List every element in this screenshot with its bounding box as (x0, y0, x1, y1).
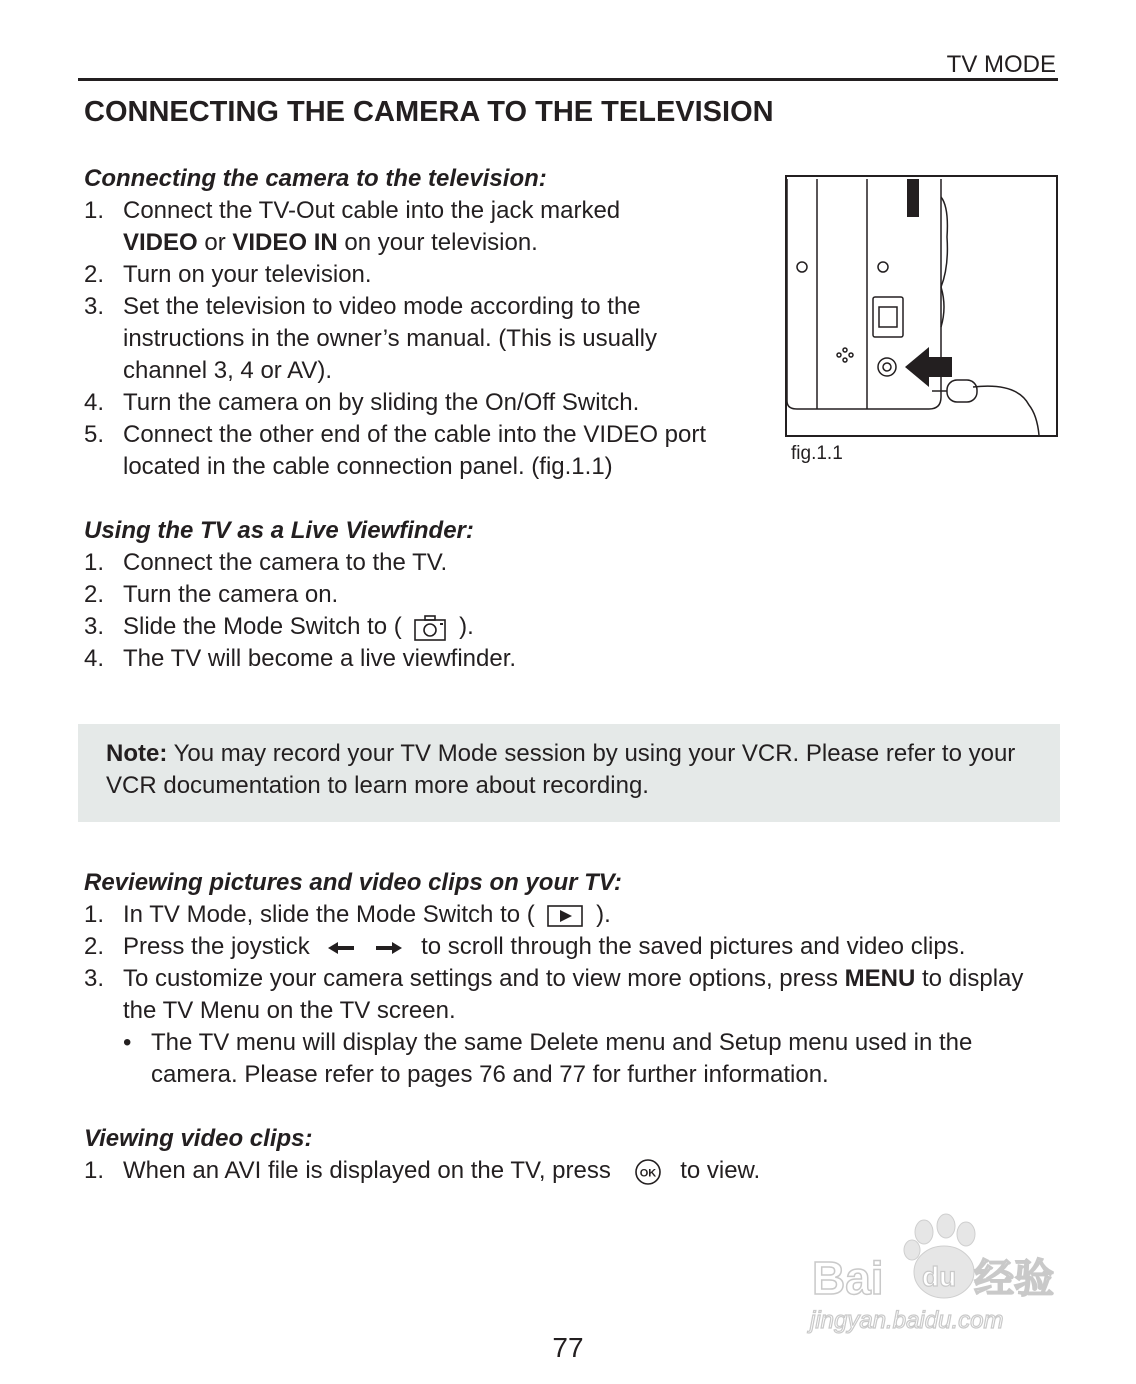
item-number: 3. (84, 293, 105, 320)
baidu-watermark (806, 1212, 1072, 1342)
item-number: 1. (84, 1157, 105, 1184)
instruction-list (84, 1155, 984, 1187)
item-text: Press the joystick (123, 933, 310, 960)
header-section-label: TV MODE (946, 51, 1056, 78)
item-text: Slide the Mode Switch to ( (123, 613, 402, 640)
section-reviewing (84, 867, 1059, 1091)
item-text: ). (459, 613, 474, 640)
list-item (84, 579, 784, 611)
section-connecting (84, 163, 724, 483)
section-heading: Connecting the camera to the television: (84, 165, 547, 192)
list-item (84, 195, 724, 259)
bullet-symbol: • (123, 1029, 132, 1056)
item-text: Connect the other end of the cable into the VIDEO port located in the cable connection panel. (fig.1.1) (123, 421, 707, 480)
camera-mode-icon (414, 615, 446, 641)
item-text: ). (596, 901, 611, 928)
figure-caption: fig.1.1 (791, 443, 843, 464)
list-item (84, 611, 784, 643)
left-right-arrows-icon (326, 940, 404, 956)
item-number: 2. (84, 933, 105, 960)
item-number: 3. (84, 613, 105, 640)
item-text: Turn the camera on by sliding the On/Off Switch. (123, 389, 640, 416)
instruction-list (84, 195, 724, 483)
list-item (84, 899, 1059, 931)
watermark-jingyan: 经验 (974, 1256, 1054, 1302)
list-item (84, 643, 784, 675)
item-number: 1. (84, 901, 105, 928)
note-label: Note: (106, 740, 168, 767)
page-title: CONNECTING THE CAMERA TO THE TELEVISION (84, 96, 774, 128)
item-text: In TV Mode, slide the Mode Switch to ( (123, 901, 535, 928)
item-number: 1. (84, 197, 105, 224)
list-item (84, 291, 724, 387)
item-bold-text: VIDEO IN (232, 229, 338, 256)
watermark-url: jingyan.baidu.com (810, 1307, 1004, 1334)
list-item (84, 963, 1059, 1091)
bullet-item (123, 1027, 1059, 1091)
section-live-viewfinder (84, 515, 784, 675)
section-heading: Viewing video clips: (84, 1125, 313, 1152)
list-item (84, 547, 784, 579)
list-item (84, 1155, 984, 1187)
item-number: 4. (84, 645, 105, 672)
item-text: to display the TV Menu on the TV screen. (123, 965, 1024, 1024)
item-bold-text: MENU (844, 965, 916, 992)
bullet-text: The TV menu will display the same Delete menu and Setup menu used in the camera. Please refer to pages 76 and 77 for further information. (151, 1029, 973, 1088)
watermark-bai: Bai (812, 1252, 884, 1304)
watermark-du: du (922, 1261, 957, 1292)
item-text: or (197, 229, 233, 256)
figure-cable-connection (785, 175, 1058, 437)
list-item (84, 259, 724, 291)
item-number: 4. (84, 389, 105, 416)
playback-mode-icon (547, 905, 583, 927)
item-text: Turn the camera on. (123, 581, 339, 608)
item-text: To customize your camera settings and to view more options, press (123, 965, 845, 992)
list-item (84, 387, 724, 419)
list-item (84, 931, 1059, 963)
item-number: 1. (84, 549, 105, 576)
item-text: Set the television to video mode according to the instructions in the owner’s manual. (This is usually channel 3, 4 or AV). (123, 293, 658, 384)
note-text: You may record your TV Mode session by using your VCR. Please refer to your VCR documentation to learn more about recording. (106, 740, 1016, 799)
item-text: on your television. (337, 229, 538, 256)
section-heading: Using the TV as a Live Viewfinder: (84, 517, 474, 544)
section-viewing-clips (84, 1123, 984, 1187)
list-item (84, 419, 724, 483)
item-number: 2. (84, 581, 105, 608)
note-callout (78, 724, 1060, 822)
item-number: 2. (84, 261, 105, 288)
item-number: 5. (84, 421, 105, 448)
header-divider (78, 78, 1058, 81)
item-text: Connect the camera to the TV. (123, 549, 448, 576)
item-text: Connect the TV-Out cable into the jack marked (123, 197, 621, 224)
section-heading: Reviewing pictures and video clips on your TV: (84, 869, 622, 896)
item-number: 3. (84, 965, 105, 992)
camera-cable-illustration (787, 177, 1056, 435)
item-text: to scroll through the saved pictures and video clips. (421, 933, 966, 960)
item-bold-text: VIDEO (123, 229, 198, 256)
instruction-list (84, 547, 784, 675)
page-number: 77 (552, 1332, 584, 1363)
item-text: The TV will become a live viewfinder. (123, 645, 517, 672)
item-text: When an AVI file is displayed on the TV, press (123, 1157, 611, 1184)
item-text: Turn on your television. (123, 261, 372, 288)
instruction-list (84, 899, 1059, 1091)
ok-button-icon (634, 1158, 662, 1186)
item-text: to view. (680, 1157, 761, 1184)
ok-button-label: OK (639, 1167, 656, 1180)
